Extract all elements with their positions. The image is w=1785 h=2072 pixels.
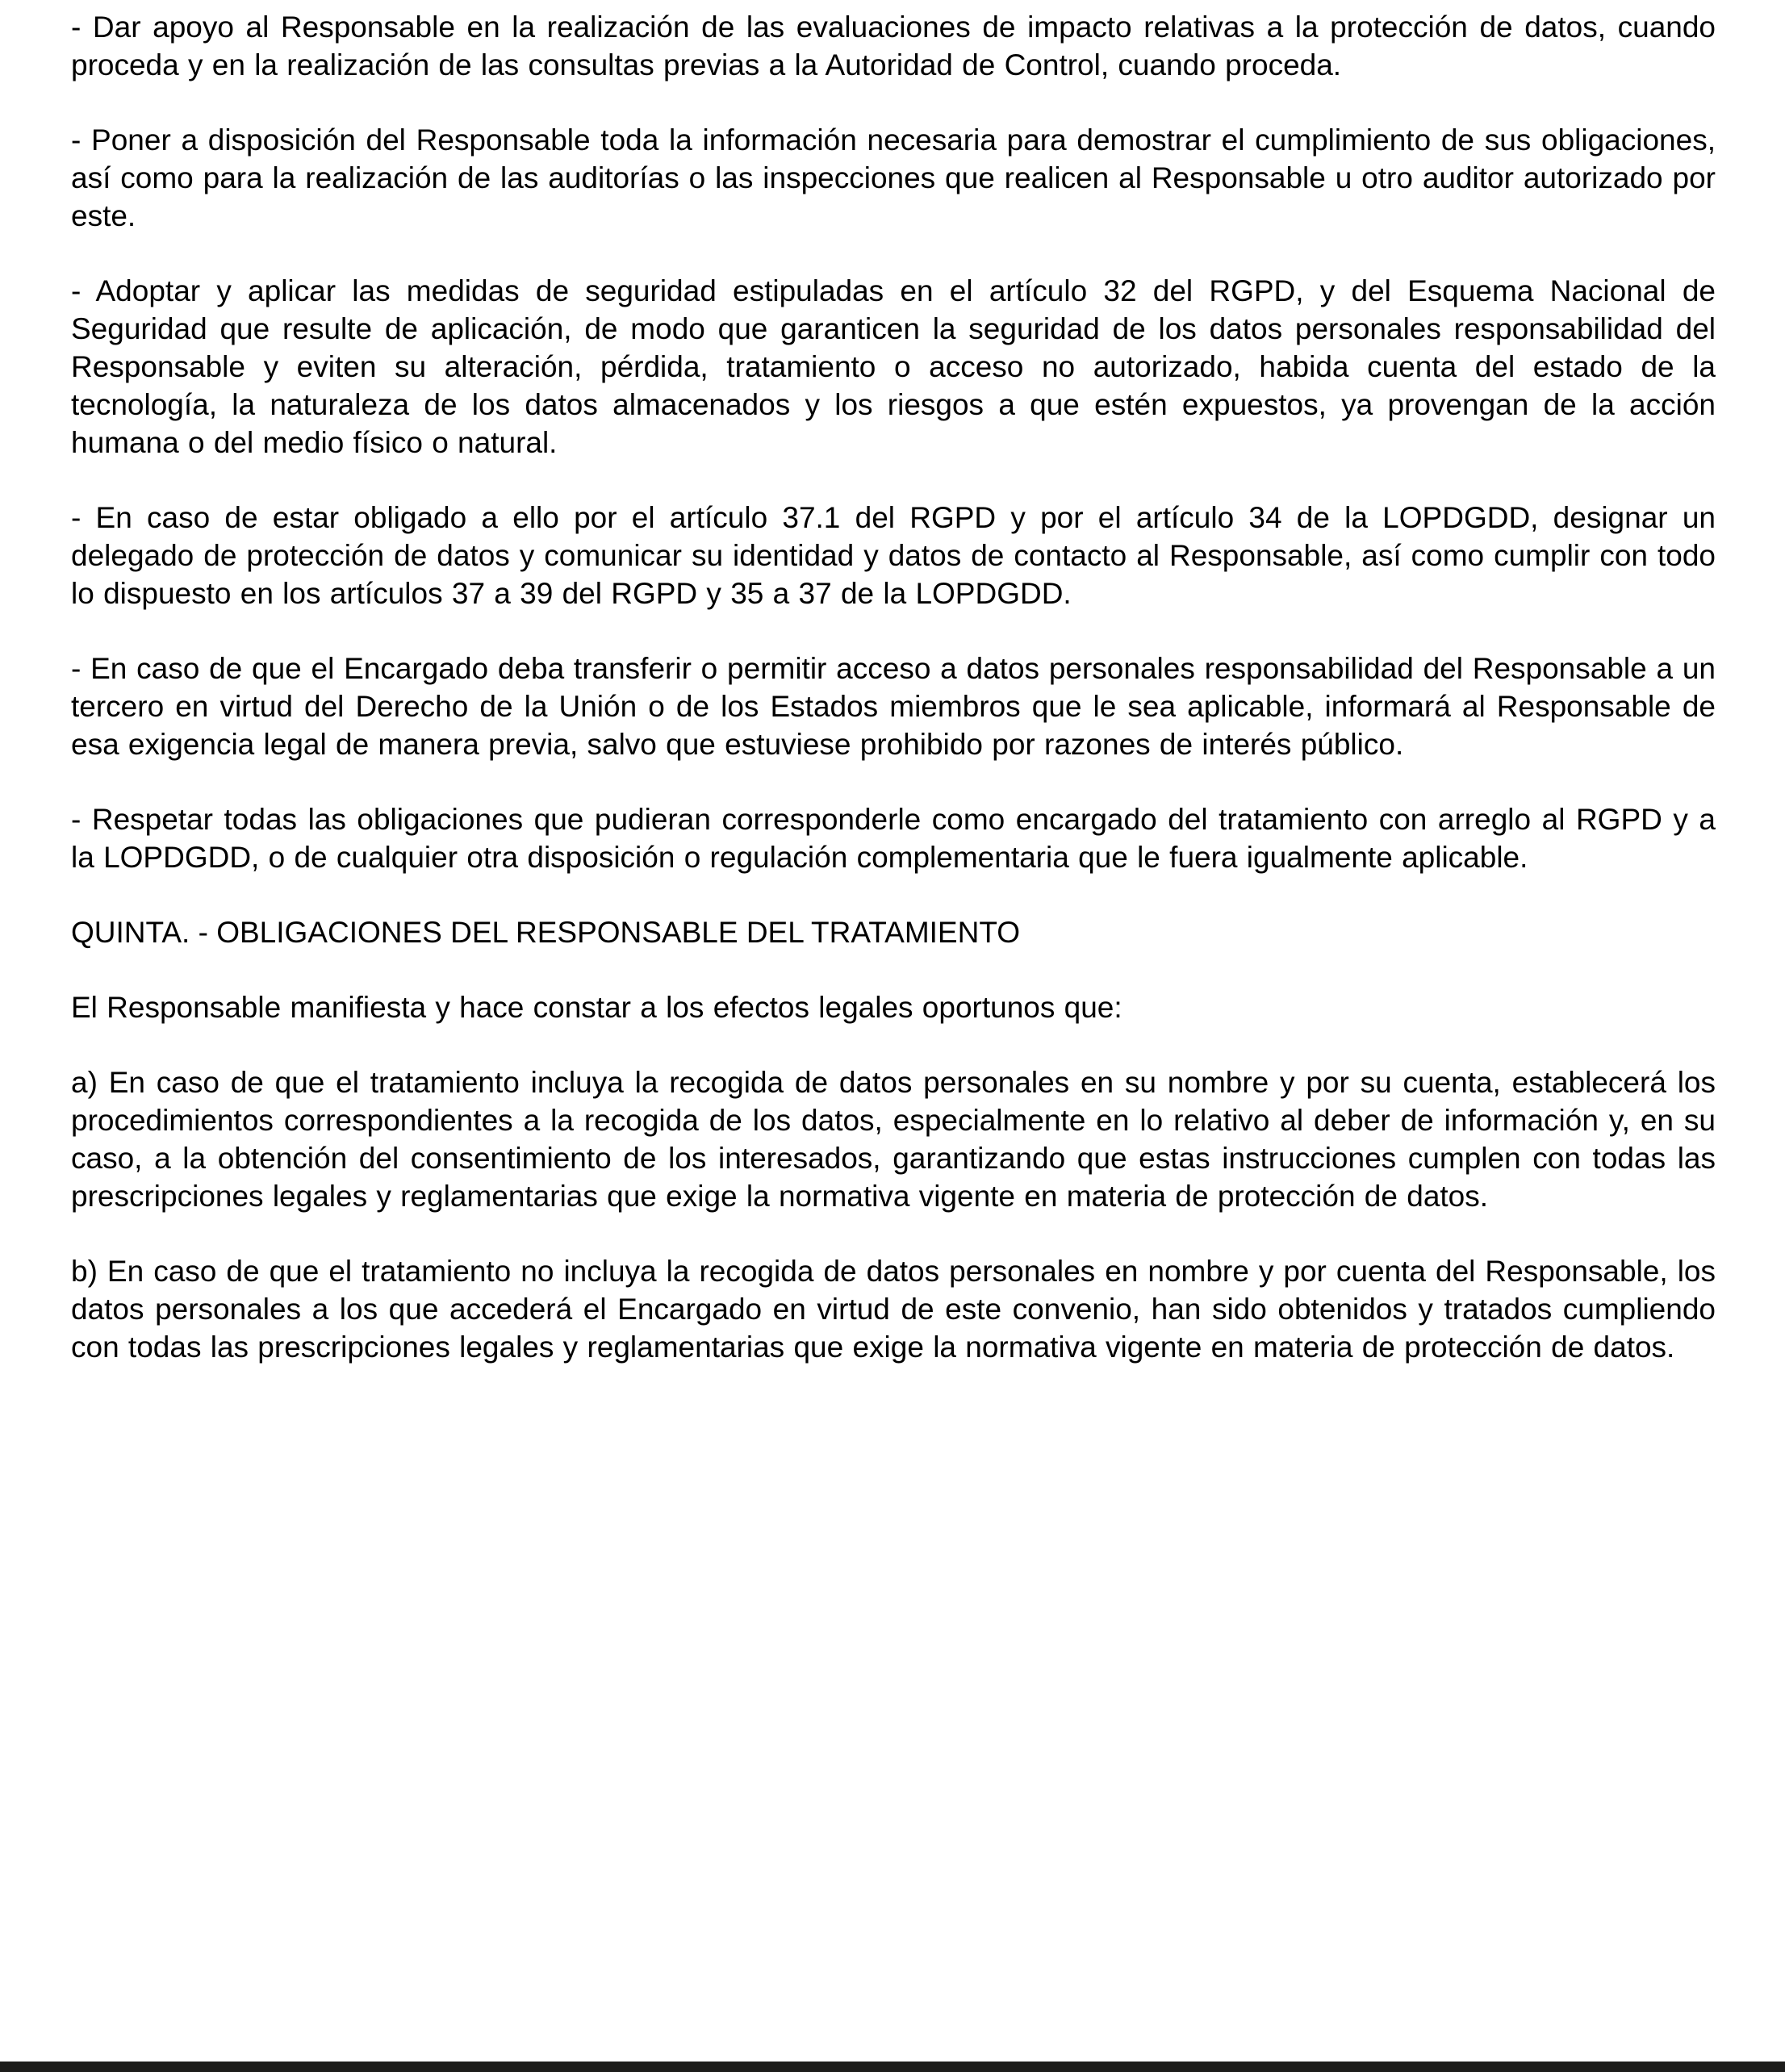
bullet-impact-assessments: - Dar apoyo al Responsable en la realización de las evaluaciones de impacto relativas a la protección de datos, cuando proceda y en la realización de las consultas previas a la Autoridad de Control, cuando proceda. (71, 10, 1716, 81)
bullet-third-party-transfer: - En caso de que el Encargado deba transferir o permitir acceso a datos personales responsabilidad del Responsable a un tercero en virtud del Derecho de la Unión o de los Estados miembros que le sea aplicable, informará al Responsable de esa exigencia legal de manera previa, salvo que estuviese prohibido por razones de interés público. (71, 652, 1716, 761)
bullet-dpo-designation: - En caso de estar obligado a ello por el artículo 37.1 del RGPD y por el artículo 34 de la LOPDGDD, designar un delegado de protección de datos y comunicar su identidad y datos de contacto al Responsable, así como cumplir con todo lo dispuesto en los artículos 37 a 39 del RGPD y 35 a 37 de la LOPDGDD. (71, 501, 1716, 610)
page-bottom-edge (0, 2062, 1785, 2072)
paragraph-responsable-intro: El Responsable manifiesta y hace constar a los efectos legales oportunos que: (71, 991, 1122, 1024)
bullet-security-measures: - Adoptar y aplicar las medidas de seguridad estipuladas en el artículo 32 del RGPD, y del Esquema Nacional de Seguridad que resulte de aplicación, de modo que garanticen la seguridad de los datos personales responsabilidad del Responsable y eviten su alteración, pérdida, tratamiento o acceso no autorizado, habida cuenta del estado de la tecnología, la naturaleza de los datos almacenados y los riesgos a que estén expuestos, ya provengan de la acción humana o del medio físico o natural. (71, 274, 1716, 459)
section-heading-quinta: QUINTA. - OBLIGACIONES DEL RESPONSABLE DEL TRATAMIENTO (71, 916, 1021, 949)
list-item-a: a) En caso de que el tratamiento incluya la recogida de datos personales en su nombre y por su cuenta, establecerá los procedimientos correspondientes a la recogida de los datos, especialmente en lo relativo al deber de información y, en su caso, a la obtención del consentimiento de los interesados, garantizando que estas instrucciones cumplen con todas las prescripciones legales y reglamentarias que exige la normativa vigente en materia de protección de datos. (71, 1066, 1716, 1213)
list-item-b: b) En caso de que el tratamiento no incluya la recogida de datos personales en nombre y por cuenta del Responsable, los datos personales a los que accederá el Encargado en virtud de este convenio, han sido obtenidos y tratados cumpliendo con todas las prescripciones legales y reglamentarias que exige la normativa vigente en materia de protección de datos. (71, 1255, 1716, 1364)
bullet-information-audits: - Poner a disposición del Responsable toda la información necesaria para demostrar el cumplimiento de sus obligaciones, así como para la realización de las auditorías o las inspecciones que realicen al Responsable u otro auditor autorizado por este. (71, 123, 1716, 232)
document-body (71, 8, 1716, 1403)
bullet-other-obligations: - Respetar todas las obligaciones que pudieran corresponderle como encargado del tratamiento con arreglo al RGPD y a la LOPDGDD, o de cualquier otra disposición o regulación complementaria que le fuera igualmente aplicable. (71, 803, 1716, 874)
